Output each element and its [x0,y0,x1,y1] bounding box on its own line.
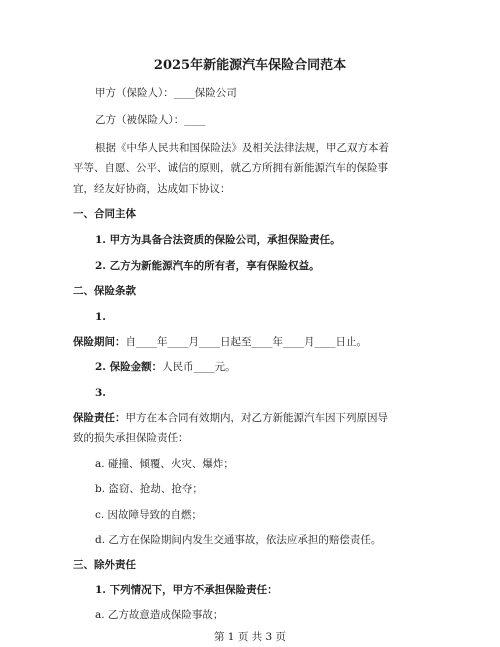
insured-amount-text: 人民币____元。 [162,361,236,373]
party-b-line: 乙方（被保险人）：____ [95,114,206,126]
list-item: c. 因故障导致的自燃； [95,509,203,521]
liability-text: 甲方在本合同有效期内，对乙方新能源汽车因下列原因导 [125,412,388,424]
clause-number: 1. [95,311,106,323]
clause-number: 3. [95,387,106,399]
clause-item: 2. 乙方为新能源汽车的所有者，享有保险权益。 [95,260,320,272]
liability-label: 保险责任： [73,412,126,424]
list-item: a. 乙方故意造成保险事故； [95,609,224,621]
section-heading: 三、除外责任 [73,559,136,571]
liability-line-2: 致的损失承担保险责任： [73,432,189,444]
insurance-period-line [73,335,367,349]
section-heading: 二、保险条款 [73,285,136,297]
party-a-line: 甲方（保险人）：____保险公司 [95,87,237,99]
intro-line-3: 宜，经友好协商，达成如下协议： [73,183,231,195]
clause-item: 1. 甲方为具备合法资质的保险公司，承担保险责任。 [95,234,341,246]
liability-line-1 [73,411,388,425]
insured-amount-label: 2. 保险金额： [95,361,163,373]
page-footer: 第 1 页 共 3 页 [213,631,287,643]
list-item: b. 盗窃、抢劫、抢夺； [95,483,203,495]
insured-amount-line [95,360,236,374]
list-item: a. 碰撞、倾覆、火灾、爆炸； [95,458,234,470]
intro-line-1: 根据《中华人民共和国保险法》及相关法律法规，甲乙双方本着 [95,142,389,154]
insurance-period-text: 自____年____月____日起至____年____月____日止。 [125,336,367,348]
clause-item: 1. 下列情况下，甲方不承担保险责任： [95,584,278,596]
section-heading: 一、合同主体 [73,208,136,220]
document-title: 2025年新能源汽车保险合同范本 [153,58,347,73]
insurance-period-label: 保险期间： [73,336,126,348]
list-item: d. 乙方在保险期间内发生交通事故，依法应承担的赔偿责任。 [95,534,382,546]
intro-line-2: 平等、自愿、公平、诚信的原则，就乙方所拥有新能源汽车的保险事 [73,162,388,174]
